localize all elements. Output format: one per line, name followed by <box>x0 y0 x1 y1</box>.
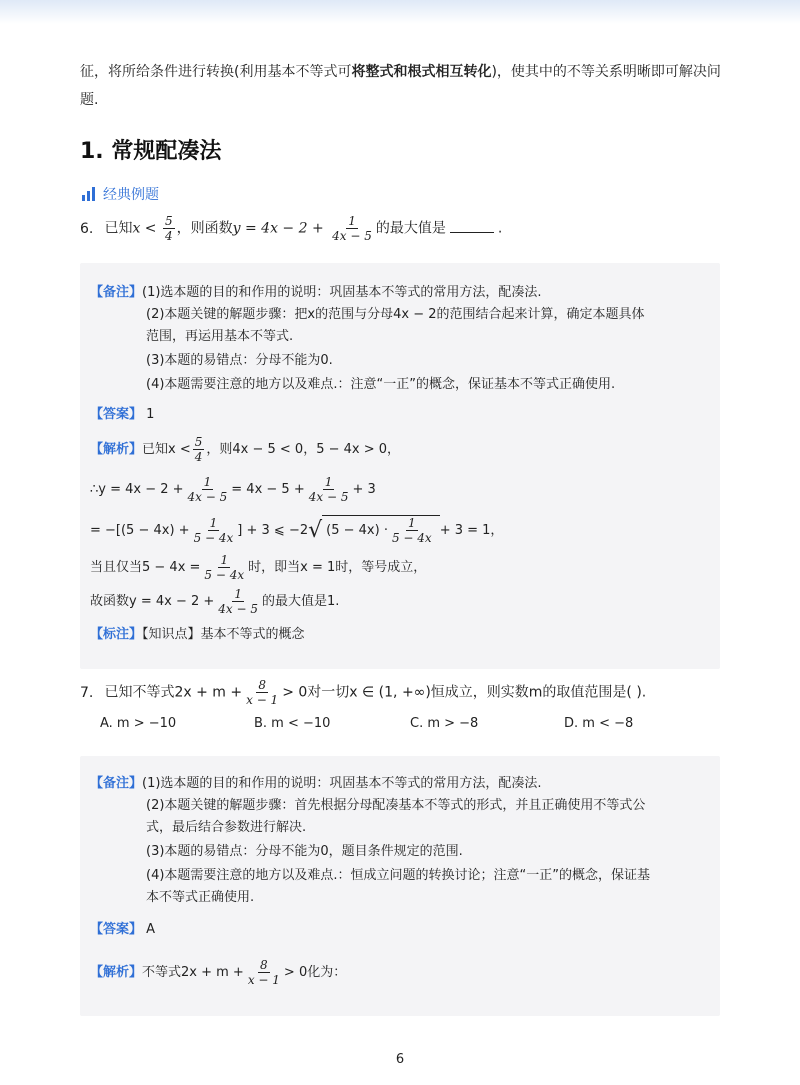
denominator: 4 <box>164 229 173 243</box>
note-text: (1)选本题的目的和作用的说明：巩固基本不等式的常用方法，配凑法. <box>142 776 542 791</box>
q6-text: ，则函数 <box>176 220 233 237</box>
question-number: 6. <box>80 220 94 237</box>
note-text: 式，最后结合参数进行解决. <box>146 820 307 835</box>
sqrt-symbol: √ <box>308 517 323 543</box>
denominator: 5 − 4x <box>204 568 245 582</box>
fraction <box>330 214 374 243</box>
analysis-line-1 <box>90 958 346 987</box>
analysis-line-3 <box>90 515 503 545</box>
numerator: 5 <box>164 214 173 228</box>
numerator: 5 <box>194 435 203 449</box>
analysis-text: ，则4x − 5 < 0，5 − 4x > 0， <box>206 442 401 457</box>
answer-value: A <box>146 922 156 937</box>
note-tag: 【备注】 <box>90 285 143 300</box>
mark-text: 【知识点】基本不等式的概念 <box>142 627 305 642</box>
fraction <box>307 475 351 504</box>
denominator: 4x − 5 <box>332 229 372 243</box>
analysis-text: = −[(5 − 4x) + <box>90 523 190 538</box>
question-6 <box>80 214 502 243</box>
analysis-tag: 【解析】 <box>90 442 143 457</box>
intro-text-end: )，使其中的不等关系明晰即可解决问题. <box>80 64 721 108</box>
note-text: 范围，再运用基本不等式. <box>146 329 294 344</box>
q6-math: y = 4x − 2 + <box>232 220 324 237</box>
fraction <box>246 958 282 987</box>
analysis-text: ] + 3 ⩽ −2 <box>237 523 309 538</box>
sqrt-body <box>322 515 440 545</box>
note-text: (1)选本题的目的和作用的说明：巩固基本不等式的常用方法，配凑法. <box>142 285 542 300</box>
solution-box-6 <box>80 263 720 669</box>
numerator: 1 <box>408 516 416 530</box>
analysis-line-4 <box>90 553 426 582</box>
analysis-text: ∴y = 4x − 2 + <box>90 482 184 497</box>
denominator: 4x − 5 <box>187 490 228 504</box>
answer-blank <box>450 232 494 233</box>
analysis-text: + 3 = 1， <box>439 523 504 538</box>
denominator: x − 1 <box>246 693 279 707</box>
intro-paragraph <box>80 58 730 114</box>
top-gradient-bar <box>0 0 800 24</box>
analysis-text: 时，即当x = 1时，等号成立， <box>248 560 427 575</box>
denominator: 4x − 5 <box>308 490 349 504</box>
answer-line <box>90 405 154 425</box>
note-text: (3)本题的易错点：分母不能为0，题目条件规定的范围. <box>146 844 463 859</box>
answer-line <box>90 920 155 940</box>
analysis-text: 的最大值是1. <box>262 594 340 609</box>
intro-bold-text: 将整式和根式相互转化 <box>351 64 492 80</box>
denominator: x − 1 <box>247 973 280 987</box>
analysis-text: + 3 <box>352 482 376 497</box>
denominator: 4 <box>194 450 203 464</box>
fraction <box>192 516 236 545</box>
answer-tag: 【答案】 <box>90 407 143 422</box>
note-text: (2)本题关键的解题步骤：把x的范围与分母4x − 2的范围结合起来计算，确定本题具体 <box>146 307 645 322</box>
note-line <box>90 774 542 794</box>
q6-text: 的最大值是 <box>375 220 446 237</box>
numerator: 1 <box>203 475 212 489</box>
note-text: (2)本题关键的解题步骤：首先根据分母配凑基本不等式的形式，并且正确使用不等式公 <box>146 798 646 813</box>
numerator: 1 <box>220 553 229 567</box>
analysis-line-2 <box>90 475 376 504</box>
numerator: 8 <box>260 958 268 972</box>
fraction <box>163 214 175 243</box>
subsection-heading <box>82 184 159 204</box>
page-number: 6 <box>395 1052 405 1067</box>
q7-text: > 0对一切x ∈ (1, +∞)恒成立，则实数m的取值范围是( ). <box>282 684 647 701</box>
denominator: 5 − 4x <box>391 531 432 545</box>
fraction <box>216 587 260 616</box>
fraction <box>244 678 280 707</box>
subsection-label: 经典例题 <box>103 187 159 203</box>
option-c[interactable]: C. m > −8 <box>410 716 479 731</box>
analysis-text: 不等式2x + m + <box>142 965 244 980</box>
question-number: 7. <box>80 684 94 701</box>
q7-text: 已知不等式2x + m + <box>104 684 243 701</box>
analysis-text: 当且仅当5 − 4x = <box>90 560 201 575</box>
analysis-tag: 【解析】 <box>90 965 143 980</box>
q6-math: x < <box>132 220 157 237</box>
numerator: 1 <box>209 516 218 530</box>
section-title: 1. 常规配凑法 <box>80 139 222 164</box>
note-text: (4)本题需要注意的地方以及难点.：恒成立问题的转换讨论；注意“一正”的概念，保证基 <box>146 868 651 883</box>
mark-line <box>90 625 305 645</box>
option-a[interactable]: A. m > −10 <box>100 716 177 731</box>
bar-chart-icon <box>82 187 95 201</box>
analysis-text: 已知x < <box>142 442 191 457</box>
analysis-text: = 4x − 5 + <box>231 482 305 497</box>
fraction <box>202 553 246 582</box>
solution-box-7 <box>80 756 720 1016</box>
analysis-line-5 <box>90 587 339 616</box>
fraction <box>390 516 434 545</box>
note-tag: 【备注】 <box>90 776 143 791</box>
note-line <box>90 283 542 303</box>
denominator: 5 − 4x <box>193 531 234 545</box>
q6-text: . <box>497 220 503 237</box>
fraction <box>193 435 205 464</box>
intro-text: 征，将所给条件进行转换(利用基本不等式可 <box>80 64 352 80</box>
option-d[interactable]: D. m < −8 <box>564 716 634 731</box>
analysis-text: > 0化为： <box>283 965 347 980</box>
mark-tag: 【标注】 <box>90 627 143 642</box>
answer-tag: 【答案】 <box>90 922 143 937</box>
analysis-text: (5 − 4x) · <box>326 523 388 538</box>
numerator: 1 <box>234 587 242 601</box>
note-text: (4)本题需要注意的地方以及难点.：注意“一正”的概念，保证基本不等式正确使用. <box>146 377 616 392</box>
note-text: (3)本题的易错点：分母不能为0. <box>146 353 333 368</box>
question-7 <box>80 678 646 707</box>
numerator: 1 <box>348 214 356 228</box>
answer-value: 1 <box>146 407 155 422</box>
note-text: 本不等式正确使用. <box>146 890 255 905</box>
q6-text: 已知 <box>104 220 133 237</box>
option-b[interactable]: B. m < −10 <box>254 716 331 731</box>
numerator: 8 <box>258 678 266 692</box>
numerator: 1 <box>324 475 333 489</box>
fraction <box>186 475 230 504</box>
denominator: 4x − 5 <box>218 602 259 616</box>
analysis-text: 故函数y = 4x − 2 + <box>90 594 215 609</box>
analysis-line-1 <box>90 435 400 464</box>
